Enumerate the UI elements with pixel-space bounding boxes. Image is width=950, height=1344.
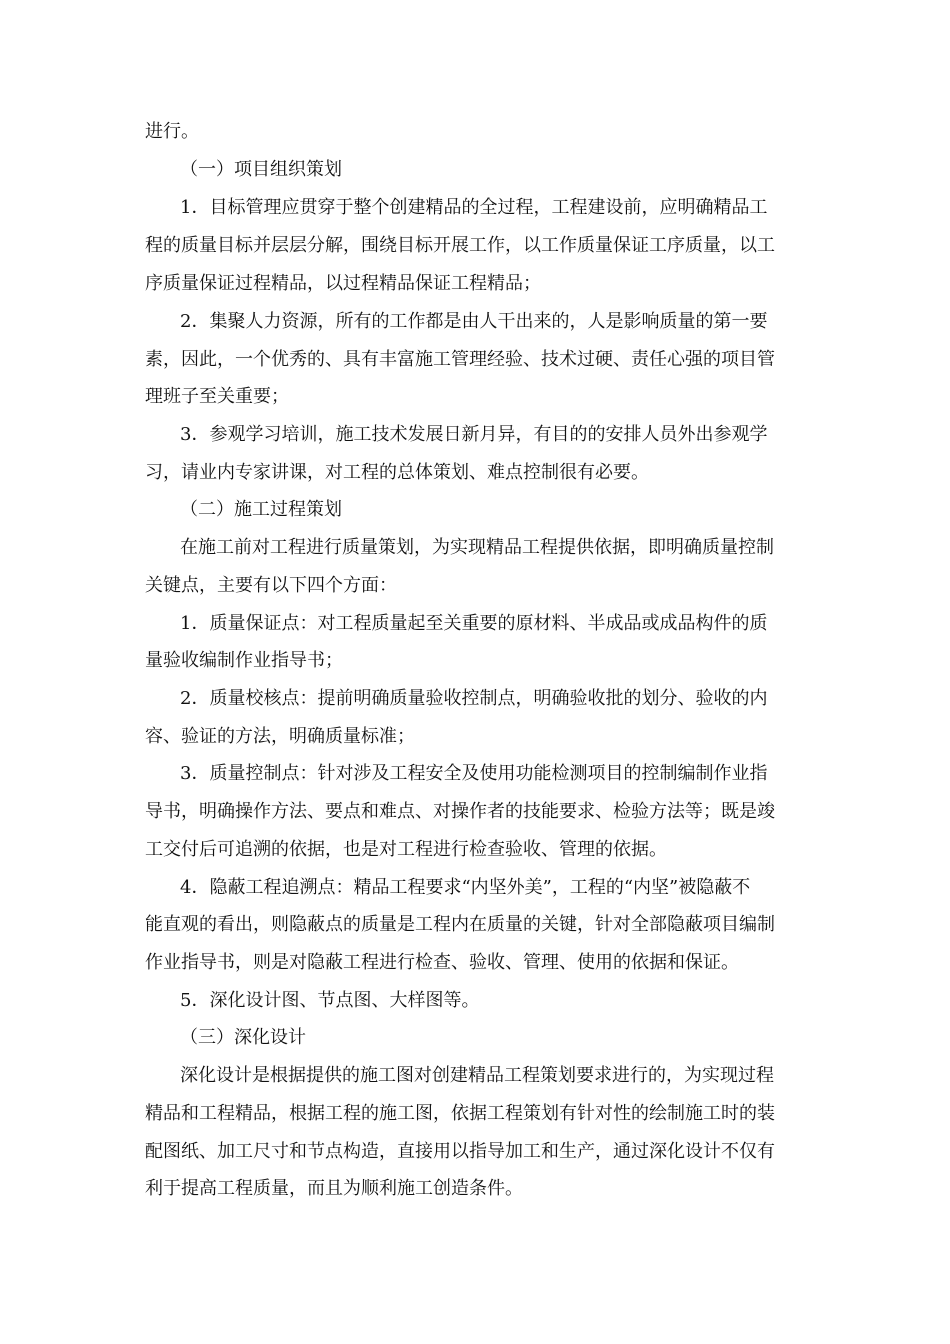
text-line: 利于提高工程质量，而且为顺利施工创造条件。 (145, 1178, 523, 1199)
text-line: 作业指导书，则是对隐蔽工程进行检查、验收、管理、使用的依据和保证。 (145, 952, 739, 973)
text-line: 1．质量保证点：对工程质量起至关重要的原材料、半成品或成品构件的质 (180, 613, 768, 634)
text-line: 容、验证的方法，明确质量标准； (145, 726, 415, 747)
text-line: 深化设计是根据提供的施工图对创建精品工程策划要求进行的，为实现过程 (180, 1065, 774, 1086)
text-line: 进行。 (145, 121, 199, 142)
text-line: 能直观的看出，则隐蔽点的质量是工程内在质量的关键，针对全部隐蔽项目编制 (145, 914, 775, 935)
text-line: 2．集聚人力资源，所有的工作都是由人干出来的，人是影响质量的第一要 (180, 311, 768, 332)
text-line: 1．目标管理应贯穿于整个创建精品的全过程，工程建设前，应明确精品工 (180, 197, 768, 218)
text-line: 在施工前对工程进行质量策划，为实现精品工程提供依据，即明确质量控制 (180, 537, 774, 558)
section-heading: （二）施工过程策划 (180, 499, 342, 520)
text-line: 2．质量校核点：提前明确质量验收控制点，明确验收批的划分、验收的内 (180, 688, 768, 709)
text-line: 程的质量目标并层层分解，围绕目标开展工作，以工作质量保证工序质量，以工 (145, 235, 775, 256)
text-line: 关键点，主要有以下四个方面： (145, 575, 397, 596)
text-line: 工交付后可追溯的依据，也是对工程进行检查验收、管理的依据。 (145, 839, 667, 860)
text-line: 3．质量控制点：针对涉及工程安全及使用功能检测项目的控制编制作业指 (180, 763, 768, 784)
text-line: 3．参观学习培训，施工技术发展日新月异，有目的的安排人员外出参观学 (180, 424, 768, 445)
text-line: 精品和工程精品，根据工程的施工图，依据工程策划有针对性的绘制施工时的装 (145, 1103, 775, 1124)
text-line: 素，因此，一个优秀的、具有丰富施工管理经验、技术过硬、责任心强的项目管 (145, 349, 775, 370)
text-line: 配图纸、加工尺寸和节点构造，直接用以指导加工和生产，通过深化设计不仅有 (145, 1141, 775, 1162)
text-line: 4．隐蔽工程追溯点：精品工程要求“内坚外美”，工程的“内坚”被隐蔽不 (180, 877, 751, 898)
text-line: 习，请业内专家讲课，对工程的总体策划、难点控制很有必要。 (145, 462, 649, 483)
text-line: 导书，明确操作方法、要点和难点、对操作者的技能要求、检验方法等；既是竣 (145, 801, 775, 822)
section-heading: （三）深化设计 (180, 1027, 306, 1048)
text-line: 5．深化设计图、节点图、大样图等。 (180, 990, 480, 1011)
text-line: 理班子至关重要； (145, 386, 289, 407)
text-line: 序质量保证过程精品，以过程精品保证工程精品； (145, 273, 541, 294)
text-line: 量验收编制作业指导书； (145, 650, 343, 671)
section-heading: （一）项目组织策划 (180, 159, 342, 180)
